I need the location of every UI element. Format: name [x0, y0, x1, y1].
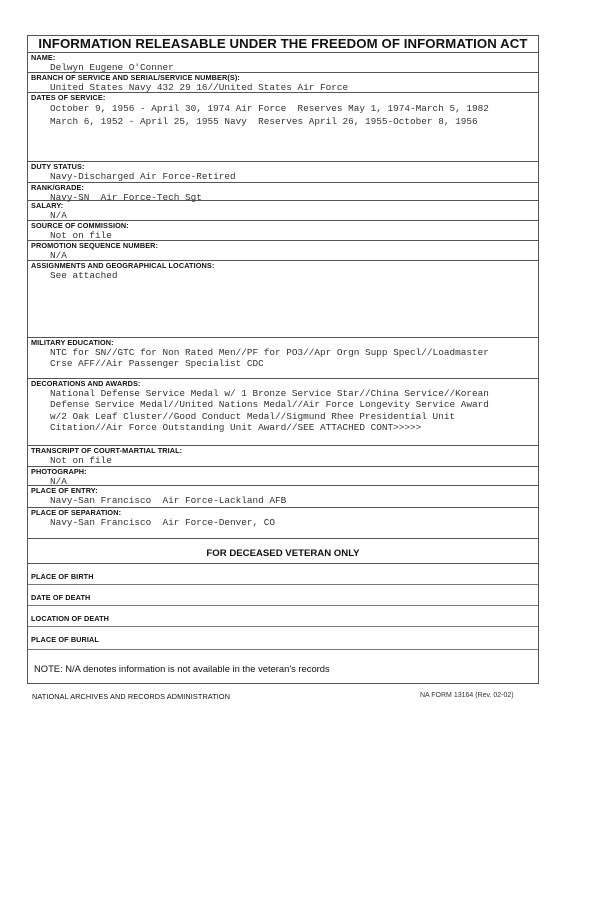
deceased-date-of-death — [28, 585, 538, 606]
field-value: See attached — [50, 270, 118, 281]
field-label: NAME: — [31, 53, 56, 62]
field-salary — [28, 201, 538, 221]
field-label: BRANCH OF SERVICE AND SERIAL/SERVICE NUMBER(S): — [31, 73, 240, 82]
field-value: October 9, 1956 - April 30, 1974 Air Force Reserves May 1, 1974-March 5, 1982 — [50, 103, 489, 114]
field-label: DATE OF DEATH — [31, 593, 91, 602]
field-value: March 6, 1952 - April 25, 1955 Navy Reserves April 26, 1955-October 8, 1956 — [50, 116, 478, 127]
field-promotion-sequence — [28, 241, 538, 261]
field-value: Navy-Discharged Air Force-Retired — [50, 171, 236, 182]
field-value: N/A — [50, 250, 67, 261]
field-label: PLACE OF SEPARATION: — [31, 508, 122, 517]
field-source-of-commission — [28, 221, 538, 241]
field-rank-grade — [28, 183, 538, 201]
field-value: NTC for SN//GTC for Non Rated Men//PF for PO3//Apr Orgn Supp Specl//Loadmaster — [50, 347, 489, 358]
field-military-education — [28, 338, 538, 379]
field-decorations — [28, 379, 538, 446]
field-value: Navy-SN Air Force-Tech Sgt — [50, 192, 202, 203]
field-value: United States Navy 432 29 16//United States Air Force — [50, 82, 349, 93]
field-value: Navy-San Francisco Air Force-Lackland AFB — [50, 495, 287, 506]
field-value: N/A — [50, 210, 67, 221]
deceased-heading: FOR DECEASED VETERAN ONLY — [28, 538, 538, 564]
field-label: DATES OF SERVICE: — [31, 93, 106, 102]
field-value: Not on file — [50, 230, 112, 241]
field-label: SOURCE OF COMMISSION: — [31, 221, 129, 230]
field-value: Citation//Air Force Outstanding Unit Award//SEE ATTACHED CONT>>>>> — [50, 421, 422, 433]
footer-agency: NATIONAL ARCHIVES AND RECORDS ADMINISTRATION — [32, 692, 231, 701]
field-value: Navy-San Francisco Air Force-Denver, CO — [50, 517, 276, 528]
field-place-of-separation — [28, 508, 538, 536]
field-branch — [28, 73, 538, 93]
field-value: National Defense Service Medal w/ 1 Bronze Service Star//China Service//Korean — [50, 388, 489, 399]
field-court-martial — [28, 446, 538, 467]
foia-form — [27, 35, 539, 684]
na-note: NOTE: N/A denotes information is not available in the veteran's records — [34, 663, 330, 674]
field-name — [28, 53, 538, 73]
field-duty-status — [28, 162, 538, 183]
field-label: ASSIGNMENTS AND GEOGRAPHICAL LOCATIONS: — [31, 261, 215, 270]
field-value: Crse AFF//Air Passenger Specialist CDC — [50, 358, 264, 370]
field-label: PLACE OF BURIAL — [31, 635, 99, 644]
field-label: PLACE OF ENTRY: — [31, 486, 98, 495]
field-photograph — [28, 467, 538, 486]
field-label: PHOTOGRAPH: — [31, 467, 87, 476]
field-label: DUTY STATUS: — [31, 162, 85, 171]
field-label: DECORATIONS AND AWARDS: — [31, 379, 141, 388]
footer-form-id: NA FORM 13164 (Rev. 02-02) — [420, 692, 514, 699]
deceased-place-of-birth — [28, 564, 538, 585]
form-title: INFORMATION RELEASABLE UNDER THE FREEDOM OF INFORMATION ACT — [28, 36, 538, 53]
field-label: PROMOTION SEQUENCE NUMBER: — [31, 241, 159, 250]
field-value: Delwyn Eugene O'Conner — [50, 62, 174, 73]
field-value: Not on file — [50, 455, 112, 466]
field-label: PLACE OF BIRTH — [31, 572, 94, 581]
deceased-location-of-death — [28, 606, 538, 627]
field-assignments — [28, 261, 538, 338]
field-value: w/2 Oak Leaf Cluster//Good Conduct Medal//Sigmund Rhee Presidential Unit — [50, 410, 456, 422]
field-place-of-entry — [28, 486, 538, 508]
field-dates-of-service — [28, 93, 538, 162]
field-value: Defense Service Medal//United Nations Medal//Air Force Longevity Service Award — [50, 399, 489, 411]
field-label: MILITARY EDUCATION: — [31, 338, 114, 347]
field-label: SALARY: — [31, 201, 64, 210]
deceased-place-of-burial — [28, 627, 538, 650]
field-label: RANK/GRADE: — [31, 183, 84, 192]
field-value: N/A — [50, 476, 67, 487]
field-label: LOCATION OF DEATH — [31, 614, 110, 623]
field-label: TRANSCRIPT OF COURT-MARTIAL TRIAL: — [31, 446, 183, 455]
